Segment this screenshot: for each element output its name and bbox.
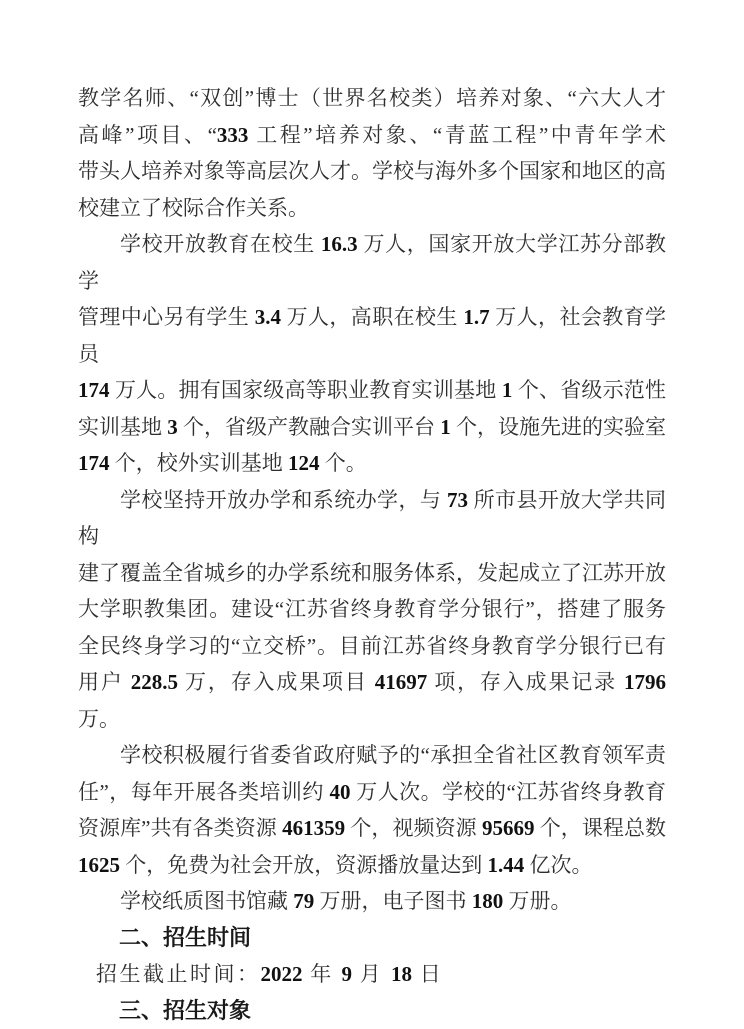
number: 2022 [261, 962, 303, 986]
number: 1.7 [463, 305, 489, 329]
number: 1.44 [488, 853, 525, 877]
number: 41697 [375, 670, 428, 694]
paragraph [78, 737, 666, 883]
number: 333 [217, 123, 249, 147]
text-line: 学校坚持开放办学和系统办学，与 73 所市县开放大学共同构 [78, 482, 666, 555]
number: 124 [288, 451, 320, 475]
number: 228.5 [131, 670, 178, 694]
text-line: 1625 个，免费为社会开放，资源播放量达到 1.44 亿次。 [78, 847, 666, 884]
number: 1625 [78, 853, 120, 877]
number: 174 [78, 451, 110, 475]
number: 3.4 [255, 305, 281, 329]
number: 1 [440, 415, 451, 439]
paragraph [78, 226, 666, 482]
deadline-line: 招生截止时间：2022 年 9 月 18 日 [78, 956, 666, 993]
number: 174 [78, 378, 110, 402]
number: 40 [330, 780, 351, 804]
text-line: 学校纸质图书馆藏 79 万册，电子图书 180 万册。 [78, 883, 666, 920]
number: 16.3 [321, 232, 358, 256]
number: 73 [447, 488, 468, 512]
text-line: 学校积极履行省委省政府赋予的“承担全省社区教育领军责 [78, 737, 666, 774]
text-line: 任”，每年开展各类培训约 40 万人次。学校的“江苏省终身教育 [78, 774, 666, 811]
section-heading: 二、招生时间 [78, 920, 666, 957]
number: 3 [167, 415, 178, 439]
text-line: 管理中心另有学生 3.4 万人，高职在校生 1.7 万人，社会教育学员 [78, 299, 666, 372]
text-line: 全民终身学习的“立交桥”。目前江苏省终身教育学分银行已有 [78, 628, 666, 665]
text-line: 资源库”共有各类资源 461359 个，视频资源 95669 个，课程总数 [78, 810, 666, 847]
text-line: 174 个，校外实训基地 124 个。 [78, 445, 666, 482]
text-line: 校建立了校际合作关系。 [78, 190, 666, 227]
number: 1 [502, 378, 513, 402]
number: 9 [342, 962, 353, 986]
text-line: 大学职教集团。建设“江苏省终身教育学分银行”，搭建了服务 [78, 591, 666, 628]
number: 79 [293, 889, 314, 913]
text-line: 建了覆盖全省城乡的办学系统和服务体系，发起成立了江苏开放 [78, 555, 666, 592]
text-line: 用户 228.5 万，存入成果项目 41697 项，存入成果记录 1796 万。 [78, 664, 666, 737]
section-heading: 三、招生对象 [78, 993, 666, 1029]
paragraph [78, 883, 666, 920]
text-line: 带头人培养对象等高层次人才。学校与海外多个国家和地区的高 [78, 153, 666, 190]
number: 95669 [482, 816, 535, 840]
text-line: 教学名师、“双创”博士（世界名校类）培养对象、“六大人才 [78, 80, 666, 117]
number: 1796 [624, 670, 666, 694]
paragraph [78, 482, 666, 738]
text-line: 实训基地 3 个，省级产教融合实训平台 1 个，设施先进的实验室 [78, 409, 666, 446]
number: 461359 [282, 816, 345, 840]
number: 180 [472, 889, 504, 913]
text-line: 高峰”项目、“333 工程”培养对象、“青蓝工程”中青年学术 [78, 117, 666, 154]
text-line: 学校开放教育在校生 16.3 万人，国家开放大学江苏分部教学 [78, 226, 666, 299]
paragraph [78, 80, 666, 226]
document-body [78, 80, 666, 1029]
text-line: 174 万人。拥有国家级高等职业教育实训基地 1 个、省级示范性 [78, 372, 666, 409]
number: 18 [391, 962, 412, 986]
